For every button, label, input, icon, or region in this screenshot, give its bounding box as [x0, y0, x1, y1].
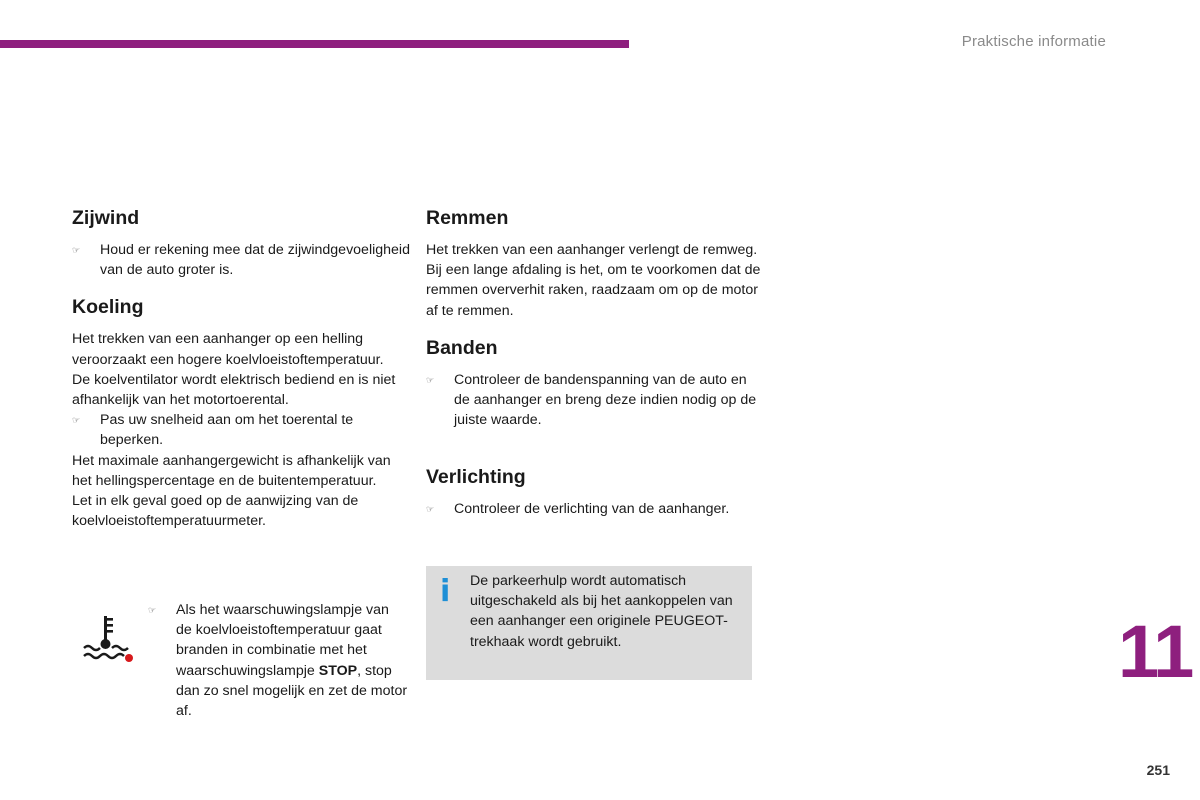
section-zijwind — [72, 205, 412, 280]
remmen-paragraph-1: Het trekken van een aanhanger verlengt de remweg. — [426, 242, 758, 258]
bullet-icon: ☞ — [72, 245, 81, 255]
koeling-paragraph-1: Het trekken van een aanhanger op een helling veroorzaakt een hogere koelvloeistoftemperatuur. — [72, 331, 384, 368]
stop-label: STOP — [318, 662, 358, 679]
header-accent-bar — [0, 40, 629, 48]
zijwind-bullet: ☞ Houd er rekening mee dat de zijwindgevoeligheid van de auto groter is. — [72, 242, 410, 279]
coolant-warning-text: ☞ Als het waarschuwingslampje van de koelvloeistoftemperatuur gaat branden in combinatie met het waarschuwingslampje STOP, stop dan zo snel mogelijk en zet de motor af. — [148, 602, 408, 720]
bullet-icon: ☞ — [426, 374, 435, 385]
section-remmen — [426, 205, 761, 321]
verlichting-bullet: ☞ Controleer de verlichting van de aanhanger. — [426, 501, 730, 518]
koeling-paragraph-3: Het maximale aanhangergewicht is afhankelijk van het hellingspercentage en de buitentemperatuur. — [72, 452, 391, 489]
banden-bullet: ☞ Controleer de bandenspanning van de auto en de aanhanger en breng deze indien nodig op de juiste waarde. — [426, 371, 757, 429]
verlichting-heading: Verlichting — [426, 466, 526, 489]
koeling-paragraph-4: Let in elk geval goed op de aanwijzing van de koelvloeistoftemperatuurmeter. — [72, 493, 359, 530]
zijwind-heading: Zijwind — [72, 207, 140, 229]
section-banden — [426, 335, 761, 431]
section-title: Praktische informatie — [961, 33, 1106, 50]
chapter-number: 11 — [1118, 610, 1193, 693]
koeling-bullet: ☞ Pas uw snelheid aan om het toerental te beperken. — [72, 412, 354, 449]
right-column — [426, 205, 761, 534]
bullet-icon: ☞ — [426, 504, 435, 515]
info-box — [426, 566, 752, 680]
page-number: 251 — [1146, 762, 1170, 778]
koeling-paragraph-2: De koelventilator wordt elektrisch bediend en is niet afhankelijk van het motortoerental. — [72, 371, 396, 409]
bullet-icon: ☞ — [72, 415, 81, 426]
koeling-heading: Koeling — [72, 296, 144, 319]
section-koeling — [72, 294, 412, 531]
remmen-heading: Remmen — [426, 207, 509, 229]
banden-heading: Banden — [426, 336, 498, 359]
info-icon: i — [440, 574, 451, 609]
left-column — [72, 205, 412, 545]
info-text: De parkeerhulp wordt automatisch uitgeschakeld als bij het aankoppelen van een aanhanger een originele PEUGEOT-trekhaak wordt gebruikt. — [470, 573, 733, 650]
remmen-paragraph-2: Bij een lange afdaling is het, om te voorkomen dat de remmen oververhit raken, raadzaam om op de motor af te remmen. — [426, 262, 761, 319]
section-verlichting — [426, 464, 761, 519]
bullet-icon: ☞ — [148, 605, 157, 615]
coolant-temperature-warning-icon — [78, 614, 134, 664]
